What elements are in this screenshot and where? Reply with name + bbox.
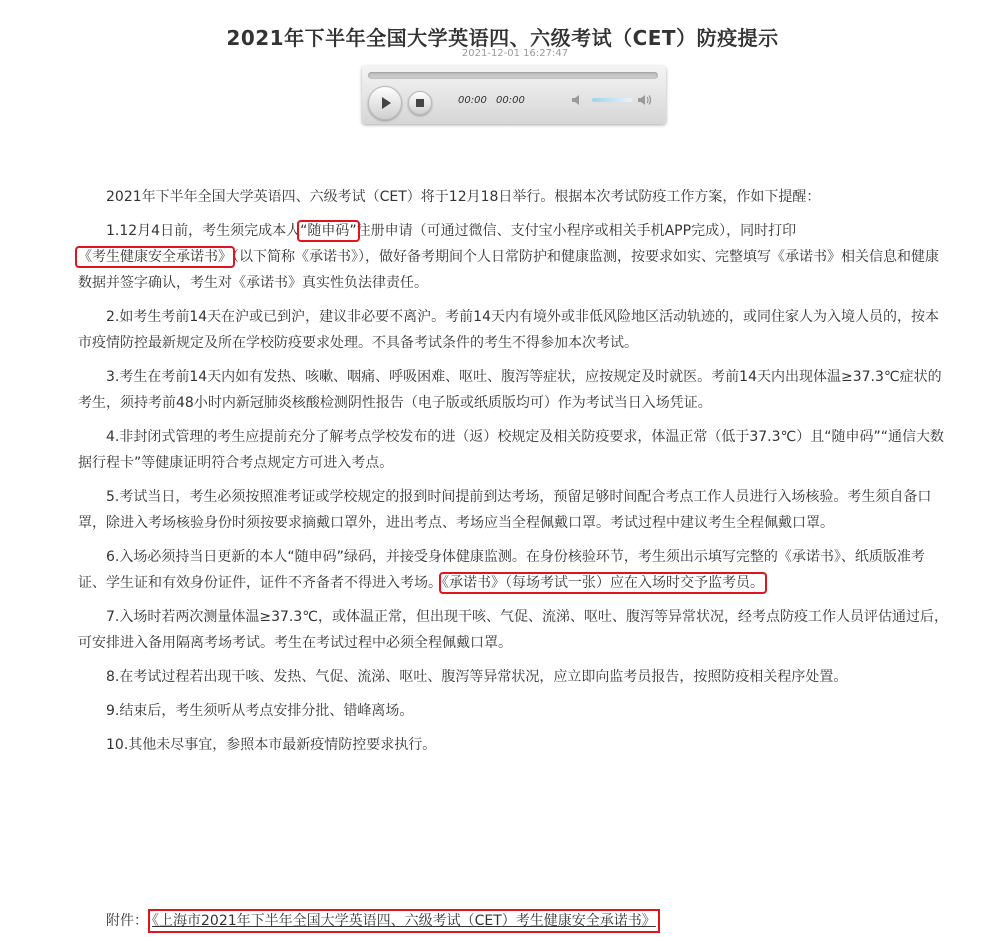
volume-min-icon[interactable]	[570, 92, 586, 108]
paragraph-9: 9.结束后，考生须听从考点安排分批、错峰离场。	[106, 703, 414, 719]
paragraph-5: 5.考试当日，考生必须按照准考证或学校规定的报到时间提前到达考场，预留足够时间配合考点工作人员进行入场核验。考生须自备口罩，除进入考场核验身份时须按要求摘戴口罩外，进出考点、考场应当全程佩戴口罩。考试过程中建议考生全程佩戴口罩。	[78, 489, 932, 531]
article-body	[78, 184, 948, 766]
stop-icon	[416, 99, 424, 107]
p1-text-c: （以下简称《承诺书》），做好备考期间个人日常防护和健康监测，按要求如实、完整填写《承诺书》相关信息和健康数据并签字确认，考生对《承诺书》真实性负法律责任。	[78, 249, 939, 291]
current-time: 00:00	[458, 95, 487, 106]
paragraph-10: 10.其他未尽事宜，参照本市最新疫情防控要求执行。	[106, 737, 437, 753]
p1-text-b: 注册申请（可通过微信、支付宝小程序或相关手机APP完成），同时打印	[356, 223, 797, 239]
attachment-row	[106, 910, 656, 930]
paragraph-3: 3.考生在考前14天内如有发热、咳嗽、咽痛、呼吸困难、呕吐、腹泻等症状，应按规定及时就医。考前14天内出现体温≥37.3℃症状的考生，须持考前48小时内新冠肺炎核酸检测阴性报告（电子版或纸质版均可）作为考试当日入场凭证。	[78, 369, 942, 411]
intro-paragraph: 2021年下半年全国大学英语四、六级考试（CET）将于12月18日举行。根据本次考试防疫工作方案，作如下提醒：	[106, 189, 821, 205]
highlight-suishen-code: “随申码”	[300, 223, 357, 239]
attachment-label: 附件：	[106, 913, 148, 929]
play-icon	[382, 97, 391, 109]
highlight-submit-letter: 《承诺书》（每场考试一张）应在入场时交予监考员。	[442, 575, 764, 591]
audio-player	[362, 66, 666, 124]
paragraph-2: 2.如考生考前14天在沪或已到沪，建议非必要不离沪。考前14天内有境外或非低风险地区活动轨迹的，或同住家人为入境人员的，按本市疫情防控最新规定及所在学校防疫要求处理。不具备考试条件的考生不得参加本次考试。	[78, 309, 939, 351]
attachment-link[interactable]: 《上海市2021年下半年全国大学英语四、六级考试（CET）考生健康安全承诺书》	[152, 913, 656, 929]
duration-time: 00:00	[496, 95, 525, 106]
paragraph-7: 7.入场时若两次测量体温≥37.3℃，或体温正常，但出现干咳、气促、流涕、呕吐、腹泻等异常状况，经考点防疫工作人员评估通过后，可安排进入备用隔离考场考试。考生在考试过程中必须全程佩戴口罩。	[78, 609, 948, 651]
paragraph-6	[78, 544, 948, 596]
publish-timestamp: 2021-12-01 16:27:47	[461, 48, 569, 59]
stop-button[interactable]	[408, 91, 432, 115]
volume-max-icon[interactable]	[637, 92, 653, 108]
play-button[interactable]	[368, 86, 402, 120]
paragraph-8: 8.在考试过程若出现干咳、发热、气促、流涕、呕吐、腹泻等异常状况，应立即向监考员报告，按照防疫相关程序处置。	[106, 669, 848, 685]
p6-text-a: 6.入场必须持当日更新的本人“随申码”绿码，并接受身体健康监测。在身份核验环节，考生须出示填写完整的《承诺书》、纸质版准考证、学生证和有效身份证件，证件不齐备者不得进入考场。	[78, 549, 925, 591]
paragraph-4: 4.非封闭式管理的考生应提前充分了解考点学校发布的进（返）校规定及相关防疫要求，体温正常（低于37.3℃）且“随申码”“通信大数据行程卡”等健康证明符合考点规定方可进入考点。	[78, 429, 945, 471]
article-title: 2021年下半年全国大学英语四、六级考试（CET）防疫提示	[226, 26, 779, 50]
paragraph-1	[78, 218, 948, 296]
p1-text-a: 1.12月4日前，考生须完成本人	[106, 223, 301, 239]
volume-slider[interactable]	[592, 98, 632, 102]
highlight-commitment-letter: 《考生健康安全承诺书》	[78, 249, 232, 265]
audio-progress-bar[interactable]	[368, 72, 658, 79]
